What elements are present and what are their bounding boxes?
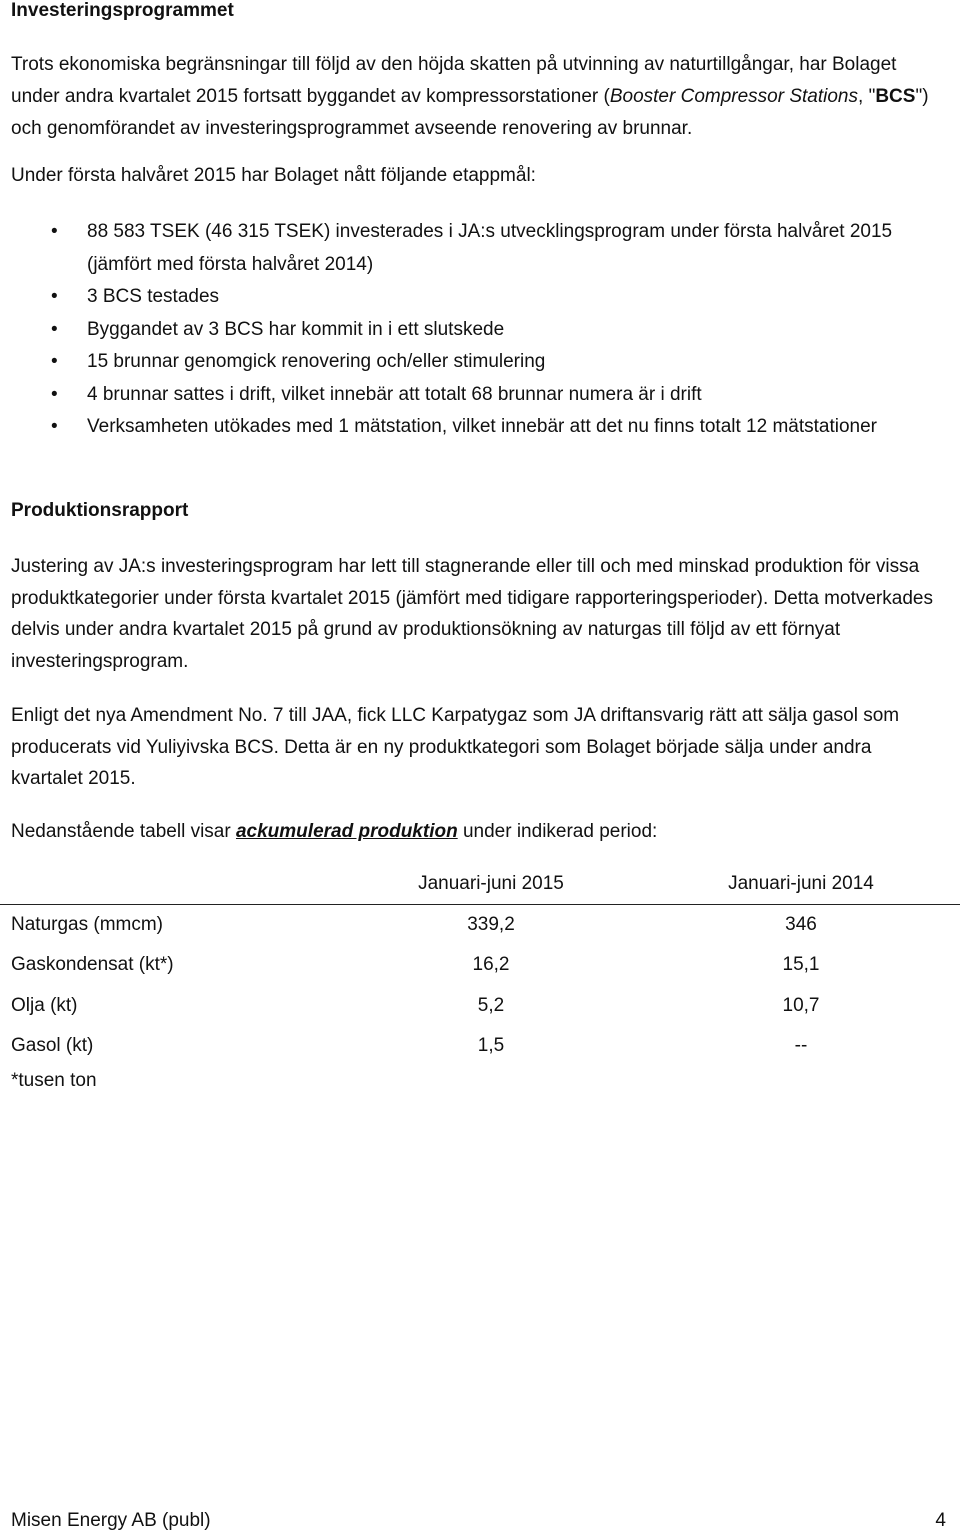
- list-item: [11, 379, 946, 412]
- paragraph-intro: [11, 49, 946, 145]
- paragraph-intro-text-c: ") och genomförandet av investeringsprogrammet avseende renovering av brunnar.: [11, 86, 929, 139]
- list-item-text: 15 brunnar genomgick renovering och/eller stimulering: [87, 351, 546, 372]
- paragraph-intro-text-b: , ": [858, 86, 876, 107]
- footer-company: Misen Energy AB (publ): [11, 1510, 211, 1531]
- bullet-icon: •: [51, 383, 58, 405]
- table-cell: 339,2: [467, 913, 515, 935]
- paragraph-intro-text-a: Trots ekonomiska begränsningar till följd av den höjda skatten på utvinning av naturtillgångar, har Bolaget under andra kvartalet 2015 fortsatt byggandet av kompressorstationer (: [11, 54, 897, 107]
- table-cell: 5,2: [477, 994, 505, 1016]
- paragraph-intro-bold: BCS: [875, 86, 916, 107]
- footer-page-number: 4: [935, 1510, 946, 1531]
- paragraph-table-intro-b: under indikerad period:: [457, 821, 658, 842]
- table-cell: Gaskondensat (kt*): [11, 954, 174, 975]
- list-item-text: Verksamheten utökades med 1 mätstation, vilket innebär att det nu finns totalt 12 mätstationer: [87, 416, 878, 437]
- table-cell: 10,7: [782, 994, 820, 1016]
- table-footnote: *tusen ton: [11, 1070, 97, 1091]
- list-item: [11, 281, 946, 314]
- bullet-icon: •: [51, 416, 58, 437]
- table-header-cell: Januari-juni 2014: [728, 873, 874, 894]
- paragraph-amendment: Enligt det nya Amendment No. 7 till JAA, fick LLC Karpatygaz som JA driftansvarig rätt att sälja gasol som producerats vid Yuliyivska BCS. Detta är en ny produktkategori som Bolaget började sälja under andra kvartalet 2015.: [11, 705, 900, 789]
- section-title-investeringsprogrammet: Investeringsprogrammet: [11, 0, 234, 21]
- table-header-divider: [0, 904, 960, 905]
- table-row: [11, 947, 946, 988]
- bullet-icon: •: [51, 351, 58, 372]
- list-item-text: 4 brunnar sattes i drift, vilket innebär att totalt 68 brunnar numera är i drift: [87, 383, 702, 405]
- table-row: [11, 988, 946, 1029]
- table-cell: Olja (kt): [11, 994, 78, 1016]
- milestones-list: [11, 216, 946, 444]
- table-cell: 346: [785, 913, 817, 935]
- table-header-cell: Januari-juni 2015: [418, 873, 564, 894]
- list-item: [11, 216, 946, 281]
- table-cell: 16,2: [472, 954, 510, 975]
- list-item: [11, 346, 946, 379]
- list-item: [11, 314, 946, 347]
- table-cell: Naturgas (mmcm): [11, 913, 164, 935]
- paragraph-production-adjustment: Justering av JA:s investeringsprogram har lett till stagnerande eller till och med minskad produktion för vissa produktkategorier under första kvartalet 2015 (jämfört med tidigare rapporteringsperioder). Detta motverkades delvis under andra kvartalet 2015 på grund av produktionsökning av naturgas till följd av ett förnyat investeringsprogram.: [11, 556, 933, 672]
- section-title-produktionsrapport: Produktionsrapport: [11, 500, 189, 521]
- paragraph-intro-italic: Booster Compressor Stations: [609, 86, 859, 107]
- paragraph-milestones-intro: Under första halvåret 2015 har Bolaget nått följande etappmål:: [11, 165, 536, 186]
- list-item-text: 88 583 TSEK (46 315 TSEK) investerades i JA:s utvecklingsprogram under första halvåret 2015 (jämfört med första halvåret 2014): [87, 221, 893, 275]
- table-header-row: [11, 866, 946, 907]
- list-item-text: Byggandet av 3 BCS har kommit in i ett slutskede: [87, 318, 505, 340]
- table-row: [11, 1028, 946, 1069]
- list-item: [11, 411, 946, 444]
- table-row: [11, 907, 946, 948]
- production-table: [11, 866, 946, 1069]
- table-cell: Gasol (kt): [11, 1035, 94, 1056]
- bullet-icon: •: [51, 286, 58, 307]
- bullet-icon: •: [51, 221, 58, 242]
- paragraph-table-intro: [11, 816, 657, 847]
- paragraph-table-intro-a: Nedanstående tabell visar: [11, 821, 236, 842]
- table-cell: --: [794, 1035, 808, 1056]
- list-item-text: 3 BCS testades: [87, 286, 220, 307]
- table-cell: 1,5: [477, 1035, 505, 1056]
- table-cell: 15,1: [782, 954, 820, 975]
- emphasis-accumulated-production: ackumulerad produktion: [235, 821, 458, 842]
- bullet-icon: •: [51, 318, 58, 340]
